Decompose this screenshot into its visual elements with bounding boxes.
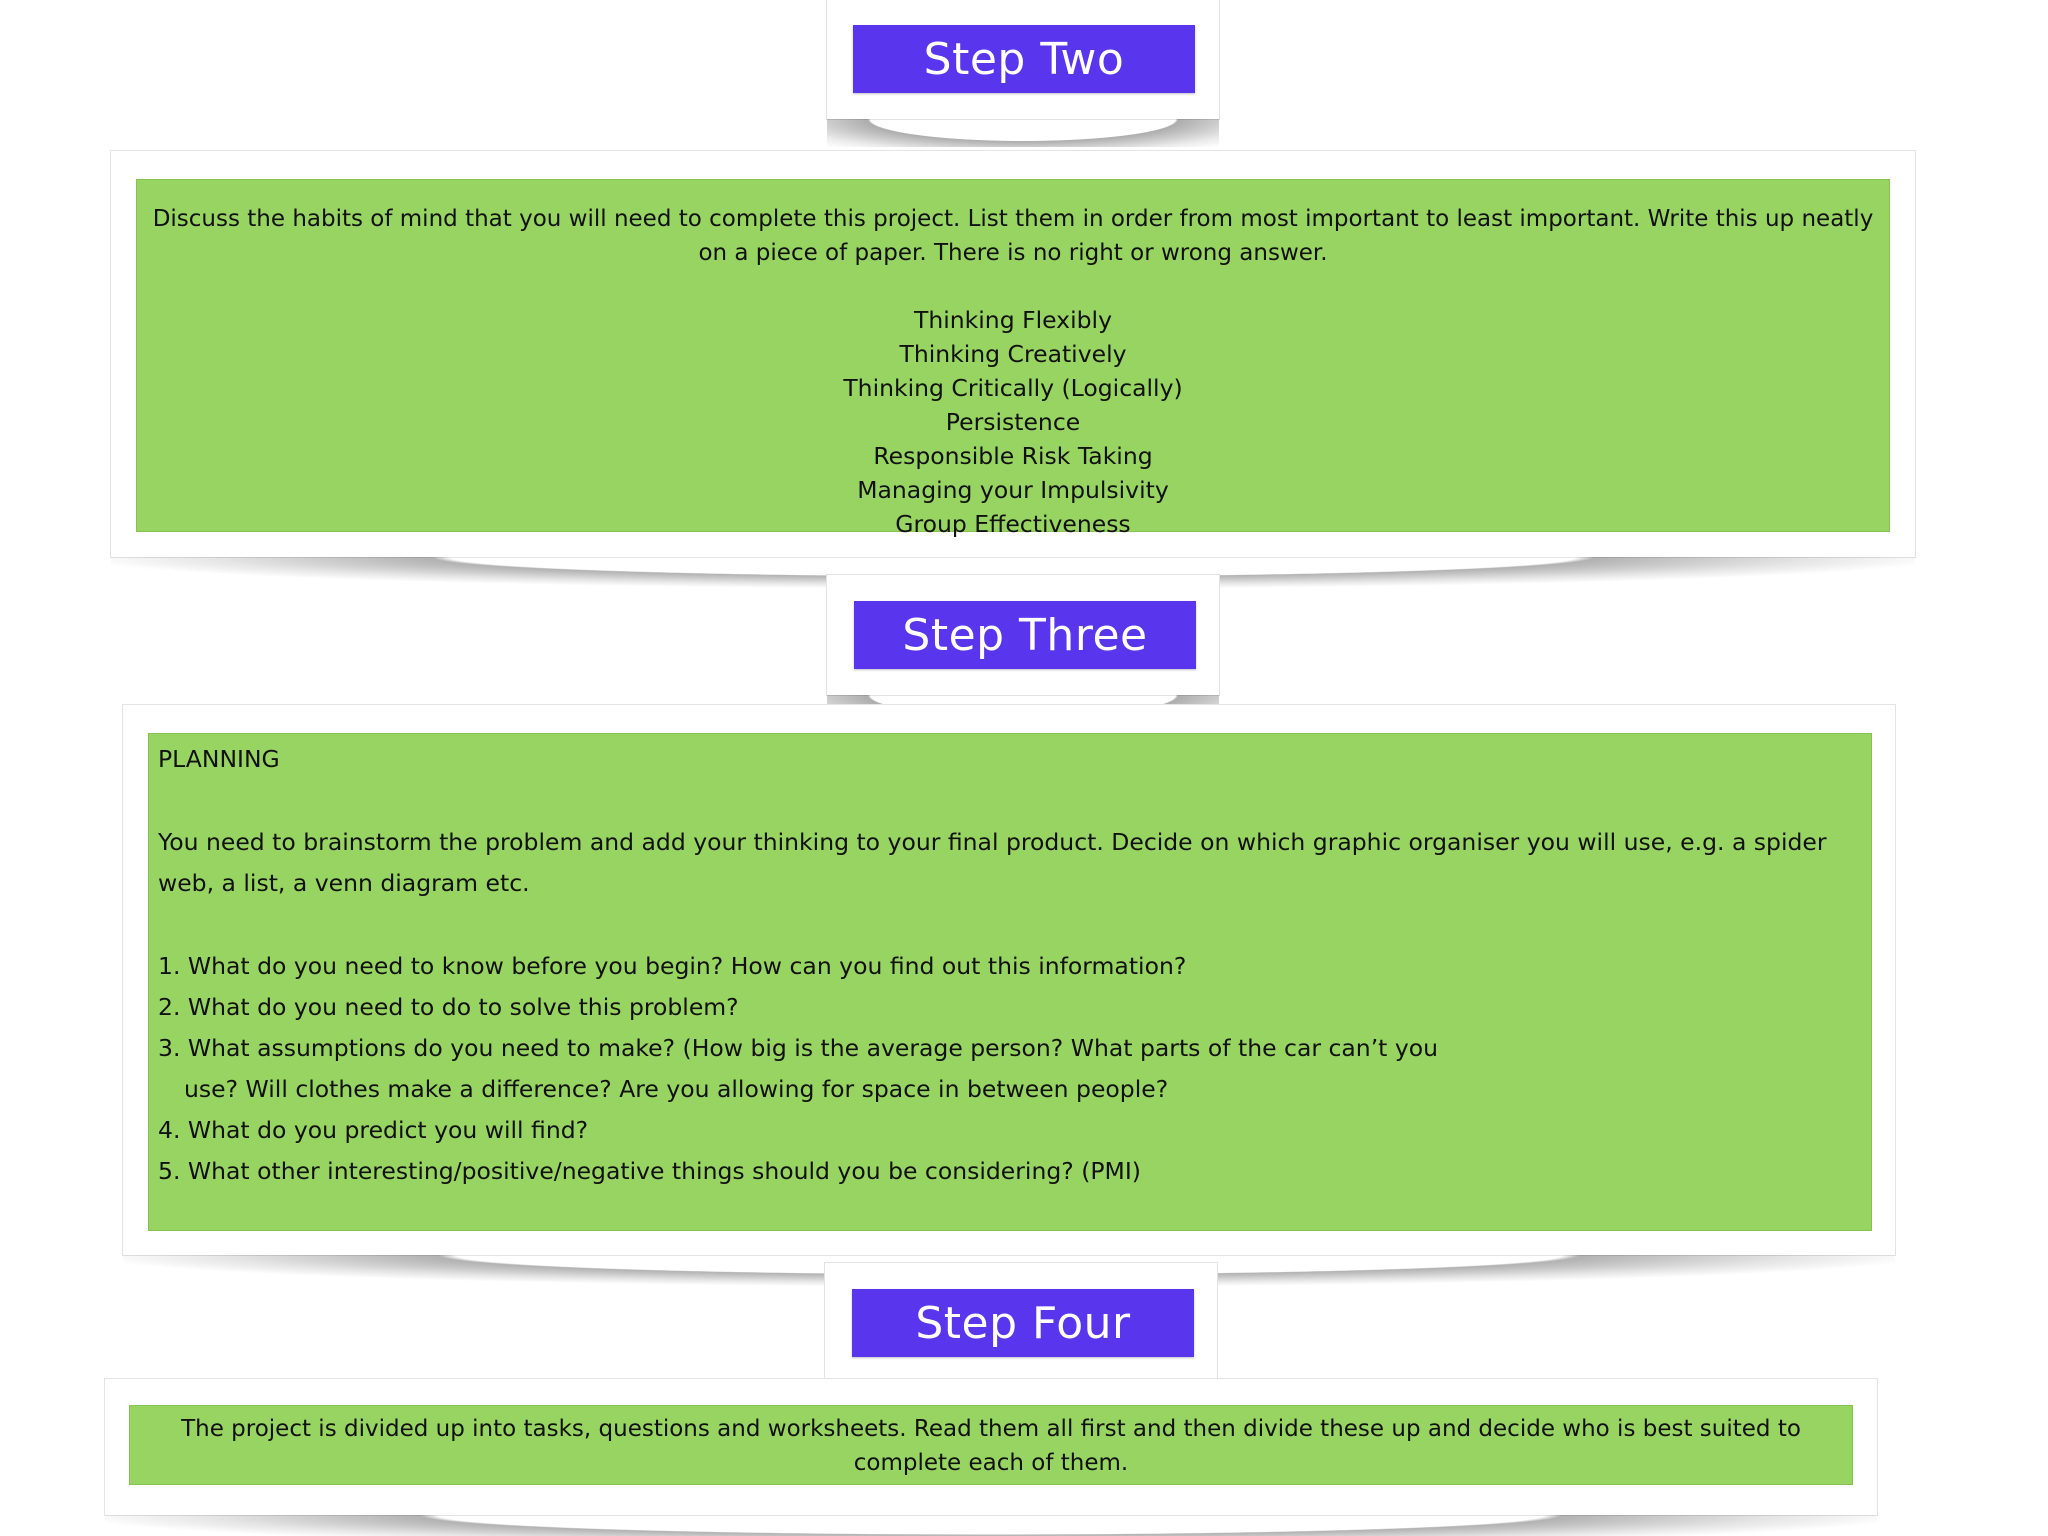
habit-item: Thinking Flexibly [914,306,1112,334]
habit-item: Thinking Creatively [899,340,1127,368]
step-four-heading: Step Four [852,1289,1194,1357]
step-three-heading-card [826,574,1220,696]
question-item: 2. What do you need to do to solve this problem? [158,993,739,1021]
planning-intro: You need to brainstorm the problem and add your thinking to your final product. Decide on which graphic organiser you will use, e.g. a spider web, a list, a venn diagram etc. [158,828,1827,897]
step-two-heading-card [826,0,1220,120]
question-item [158,1028,1438,1110]
question-item: 1. What do you need to know before you begin? How can you find out this information? [158,952,1187,980]
step-four-heading-card [824,1262,1218,1384]
step-four-panel [104,1378,1878,1516]
step-two-heading: Step Two [853,25,1195,93]
step-two-panel [110,150,1916,558]
step-four-content [129,1405,1853,1485]
habit-item: Responsible Risk Taking [873,442,1153,470]
planning-questions [158,946,1438,1192]
planning-title: PLANNING [158,745,280,773]
step-four-text: The project is divided up into tasks, questions and worksheets. Read them all first and then divide these up and decide who is best suited to complete each of them. [181,1416,1801,1476]
habit-item: Group Effectiveness [895,510,1131,538]
step-three-heading: Step Three [854,601,1196,669]
habits-list [137,303,1889,541]
step-two-intro: Discuss the habits of mind that you will need to complete this project. List them in order from most important to least important. Write this up neatly on a piece of paper. There is no right or wrong answer. [152,206,1874,266]
step-three-content [148,733,1872,1231]
question-text: 3. What assumptions do you need to make? (How big is the average person? What parts of the car can’t you [158,1034,1439,1062]
step-two-content [136,179,1890,538]
question-continuation: use? Will clothes make a difference? Are you allowing for space in between people? [184,1075,1169,1103]
habit-item: Thinking Critically (Logically) [843,374,1183,402]
habit-item: Persistence [945,408,1081,436]
habit-item: Managing your Impulsivity [857,476,1169,504]
question-item: 5. What other interesting/positive/negative things should you be considering? (PMI) [158,1157,1141,1185]
question-item: 4. What do you predict you will find? [158,1116,589,1144]
step-three-panel [122,704,1896,1256]
